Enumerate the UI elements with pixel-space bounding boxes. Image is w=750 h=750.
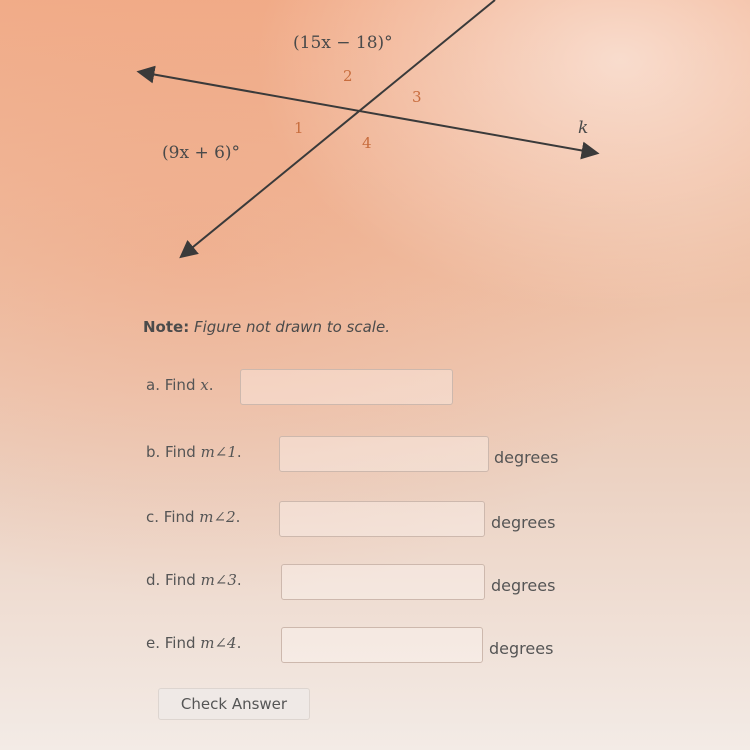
- note-label: Note:: [143, 318, 190, 336]
- angle-figure: [0, 0, 750, 300]
- expression-top: (15x − 18)°: [293, 33, 393, 53]
- question-b-prompt: b. Find m∠1.: [146, 443, 242, 461]
- angle-label-2: 2: [343, 67, 353, 85]
- line-label-k: k: [578, 118, 589, 138]
- unit-degrees-c: degrees: [491, 513, 556, 532]
- note-text: Figure not drawn to scale.: [193, 318, 390, 336]
- answer-angle3-input[interactable]: [281, 564, 485, 600]
- unit-degrees-d: degrees: [491, 576, 556, 595]
- unit-degrees-e: degrees: [489, 639, 554, 658]
- angle-label-1: 1: [294, 119, 304, 137]
- unit-degrees-b: degrees: [494, 448, 559, 467]
- question-d-prompt: d. Find m∠3.: [146, 571, 242, 589]
- answer-angle1-input[interactable]: [279, 436, 489, 472]
- angle-label-3: 3: [412, 88, 422, 106]
- question-e-prompt: e. Find m∠4.: [146, 634, 242, 652]
- expression-left: (9x + 6)°: [162, 143, 241, 163]
- question-c-prompt: c. Find m∠2.: [146, 508, 241, 526]
- note: [143, 318, 390, 336]
- question-a-prompt: a. Find x.: [146, 376, 214, 394]
- answer-angle2-input[interactable]: [279, 501, 485, 537]
- angle-label-4: 4: [362, 134, 372, 152]
- answer-angle4-input[interactable]: [281, 627, 483, 663]
- answer-x-input[interactable]: [240, 369, 453, 405]
- check-answer-button[interactable]: Check Answer: [158, 688, 310, 720]
